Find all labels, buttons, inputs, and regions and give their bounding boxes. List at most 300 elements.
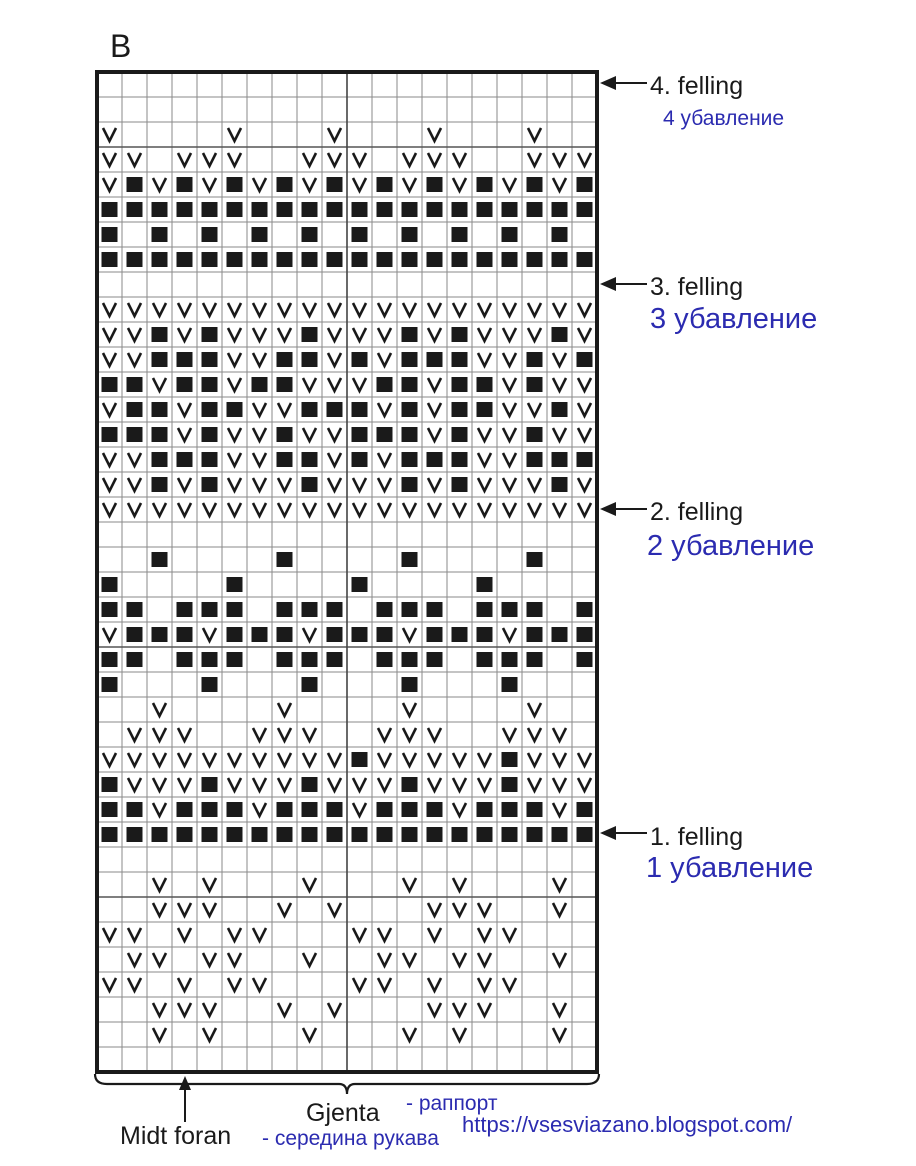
filled-square-symbol xyxy=(552,627,568,642)
filled-square-symbol xyxy=(502,252,518,267)
v-symbol xyxy=(378,778,391,791)
filled-square-symbol xyxy=(377,802,393,817)
filled-square-symbol xyxy=(477,202,493,217)
filled-square-symbol xyxy=(277,202,293,217)
filled-square-symbol xyxy=(302,777,318,792)
v-symbol xyxy=(578,328,591,341)
v-symbol xyxy=(453,1028,466,1041)
filled-square-symbol xyxy=(202,327,218,342)
v-symbol xyxy=(153,778,166,791)
v-symbol xyxy=(503,428,516,441)
v-symbol xyxy=(328,328,341,341)
v-symbol xyxy=(228,453,241,466)
filled-square-symbol xyxy=(327,202,343,217)
filled-square-symbol xyxy=(452,827,468,842)
v-symbol xyxy=(228,503,241,516)
v-symbol xyxy=(328,303,341,316)
filled-square-symbol xyxy=(302,652,318,667)
v-symbol xyxy=(403,953,416,966)
v-symbol xyxy=(428,428,441,441)
v-symbol xyxy=(478,503,491,516)
filled-square-symbol xyxy=(527,552,543,567)
filled-square-symbol xyxy=(527,602,543,617)
gjenta-label: Gjenta xyxy=(306,1099,380,1127)
v-symbol xyxy=(478,978,491,991)
v-symbol xyxy=(378,953,391,966)
v-symbol xyxy=(303,728,316,741)
filled-square-symbol xyxy=(102,227,118,242)
v-symbol xyxy=(128,503,141,516)
filled-square-symbol xyxy=(152,402,168,417)
filled-square-symbol xyxy=(552,477,568,492)
v-symbol xyxy=(578,378,591,391)
v-symbol xyxy=(428,728,441,741)
filled-square-symbol xyxy=(177,452,193,467)
v-symbol xyxy=(428,778,441,791)
filled-square-symbol xyxy=(452,202,468,217)
filled-square-symbol xyxy=(502,602,518,617)
filled-square-symbol xyxy=(552,327,568,342)
v-symbol xyxy=(528,478,541,491)
filled-square-symbol xyxy=(277,352,293,367)
v-symbol xyxy=(553,728,566,741)
filled-square-symbol xyxy=(327,652,343,667)
filled-square-symbol xyxy=(352,202,368,217)
v-symbol xyxy=(328,378,341,391)
v-symbol xyxy=(278,1003,291,1016)
v-symbol xyxy=(103,178,116,191)
filled-square-symbol xyxy=(577,802,593,817)
filled-square-symbol xyxy=(152,227,168,242)
filled-square-symbol xyxy=(477,377,493,392)
v-symbol xyxy=(228,928,241,941)
filled-square-symbol xyxy=(552,227,568,242)
v-symbol xyxy=(303,153,316,166)
v-symbol xyxy=(578,153,591,166)
v-symbol xyxy=(553,378,566,391)
v-symbol xyxy=(553,903,566,916)
filled-square-symbol xyxy=(402,827,418,842)
v-symbol xyxy=(328,778,341,791)
v-symbol xyxy=(178,978,191,991)
filled-square-symbol xyxy=(527,202,543,217)
v-symbol xyxy=(528,728,541,741)
v-symbol xyxy=(403,303,416,316)
filled-square-symbol xyxy=(277,427,293,442)
felling-1-arrow-head xyxy=(600,826,616,840)
v-symbol xyxy=(228,478,241,491)
v-symbol xyxy=(353,503,366,516)
midt-foran-label: Midt foran xyxy=(120,1122,232,1150)
v-symbol xyxy=(203,303,216,316)
filled-square-symbol xyxy=(577,627,593,642)
filled-square-symbol xyxy=(102,777,118,792)
filled-square-symbol xyxy=(177,352,193,367)
filled-square-symbol xyxy=(227,827,243,842)
filled-square-symbol xyxy=(452,227,468,242)
filled-square-symbol xyxy=(277,627,293,642)
filled-square-symbol xyxy=(427,602,443,617)
v-symbol xyxy=(353,328,366,341)
v-symbol xyxy=(478,303,491,316)
v-symbol xyxy=(103,353,116,366)
v-symbol xyxy=(303,503,316,516)
gjenta-ru-label: - раппорт xyxy=(406,1092,498,1115)
filled-square-symbol xyxy=(352,827,368,842)
filled-square-symbol xyxy=(177,652,193,667)
v-symbol xyxy=(253,778,266,791)
v-symbol xyxy=(303,428,316,441)
filled-square-symbol xyxy=(477,177,493,192)
filled-square-symbol xyxy=(277,802,293,817)
v-symbol xyxy=(178,1003,191,1016)
v-symbol xyxy=(403,153,416,166)
filled-square-symbol xyxy=(302,452,318,467)
v-symbol xyxy=(578,778,591,791)
v-symbol xyxy=(503,353,516,366)
v-symbol xyxy=(203,878,216,891)
v-symbol xyxy=(553,1028,566,1041)
v-symbol xyxy=(128,478,141,491)
filled-square-symbol xyxy=(202,677,218,692)
v-symbol xyxy=(328,453,341,466)
filled-square-symbol xyxy=(577,177,593,192)
v-symbol xyxy=(528,303,541,316)
v-symbol xyxy=(528,703,541,716)
v-symbol xyxy=(578,753,591,766)
filled-square-symbol xyxy=(152,627,168,642)
filled-square-symbol xyxy=(202,827,218,842)
v-symbol xyxy=(428,903,441,916)
v-symbol xyxy=(203,753,216,766)
v-symbol xyxy=(228,778,241,791)
filled-square-symbol xyxy=(577,452,593,467)
filled-square-symbol xyxy=(127,202,143,217)
filled-square-symbol xyxy=(352,452,368,467)
v-symbol xyxy=(253,178,266,191)
v-symbol xyxy=(178,478,191,491)
v-symbol xyxy=(228,378,241,391)
v-symbol xyxy=(178,303,191,316)
v-symbol xyxy=(553,953,566,966)
v-symbol xyxy=(453,878,466,891)
filled-square-symbol xyxy=(402,227,418,242)
v-symbol xyxy=(253,328,266,341)
v-symbol xyxy=(403,878,416,891)
v-symbol xyxy=(203,903,216,916)
v-symbol xyxy=(503,303,516,316)
filled-square-symbol xyxy=(577,827,593,842)
v-symbol xyxy=(578,428,591,441)
filled-square-symbol xyxy=(327,827,343,842)
filled-square-symbol xyxy=(452,477,468,492)
v-symbol xyxy=(553,428,566,441)
felling-3-arrow-head xyxy=(600,277,616,291)
filled-square-symbol xyxy=(127,627,143,642)
filled-square-symbol xyxy=(327,252,343,267)
filled-square-symbol xyxy=(302,602,318,617)
v-symbol xyxy=(578,478,591,491)
filled-square-symbol xyxy=(452,452,468,467)
v-symbol xyxy=(403,178,416,191)
v-symbol xyxy=(203,1003,216,1016)
v-symbol xyxy=(278,753,291,766)
v-symbol xyxy=(228,153,241,166)
filled-square-symbol xyxy=(102,602,118,617)
v-symbol xyxy=(178,403,191,416)
filled-square-symbol xyxy=(152,452,168,467)
v-symbol xyxy=(278,503,291,516)
v-symbol xyxy=(378,328,391,341)
filled-square-symbol xyxy=(177,202,193,217)
filled-square-symbol xyxy=(127,177,143,192)
v-symbol xyxy=(203,953,216,966)
v-symbol xyxy=(478,478,491,491)
v-symbol xyxy=(153,1003,166,1016)
v-symbol xyxy=(528,753,541,766)
v-symbol xyxy=(553,503,566,516)
filled-square-symbol xyxy=(477,627,493,642)
filled-square-symbol xyxy=(352,577,368,592)
v-symbol xyxy=(228,303,241,316)
filled-square-symbol xyxy=(552,252,568,267)
v-symbol xyxy=(503,178,516,191)
v-symbol xyxy=(128,778,141,791)
filled-square-symbol xyxy=(227,802,243,817)
v-symbol xyxy=(528,328,541,341)
v-symbol xyxy=(353,303,366,316)
v-symbol xyxy=(378,453,391,466)
filled-square-symbol xyxy=(227,602,243,617)
v-symbol xyxy=(503,628,516,641)
filled-square-symbol xyxy=(177,377,193,392)
filled-square-symbol xyxy=(502,227,518,242)
v-symbol xyxy=(203,503,216,516)
filled-square-symbol xyxy=(227,652,243,667)
v-symbol xyxy=(378,728,391,741)
filled-square-symbol xyxy=(227,627,243,642)
filled-square-symbol xyxy=(377,202,393,217)
v-symbol xyxy=(353,178,366,191)
v-symbol xyxy=(178,903,191,916)
v-symbol xyxy=(453,303,466,316)
filled-square-symbol xyxy=(552,452,568,467)
v-symbol xyxy=(128,953,141,966)
filled-square-symbol xyxy=(202,802,218,817)
filled-square-symbol xyxy=(152,202,168,217)
v-symbol xyxy=(478,1003,491,1016)
v-symbol xyxy=(528,128,541,141)
v-symbol xyxy=(528,503,541,516)
v-symbol xyxy=(278,403,291,416)
v-symbol xyxy=(253,478,266,491)
felling-2-ru-label: 2 убавление xyxy=(647,530,815,562)
v-symbol xyxy=(378,503,391,516)
v-symbol xyxy=(303,628,316,641)
filled-square-symbol xyxy=(527,452,543,467)
v-symbol xyxy=(428,153,441,166)
v-symbol xyxy=(278,303,291,316)
filled-square-symbol xyxy=(327,602,343,617)
v-symbol xyxy=(153,878,166,891)
filled-square-symbol xyxy=(502,802,518,817)
filled-square-symbol xyxy=(577,252,593,267)
filled-square-symbol xyxy=(202,227,218,242)
filled-square-symbol xyxy=(477,402,493,417)
filled-square-symbol xyxy=(202,652,218,667)
filled-square-symbol xyxy=(202,477,218,492)
filled-square-symbol xyxy=(177,177,193,192)
filled-square-symbol xyxy=(352,252,368,267)
filled-square-symbol xyxy=(527,652,543,667)
v-symbol xyxy=(353,803,366,816)
v-symbol xyxy=(153,903,166,916)
filled-square-symbol xyxy=(152,477,168,492)
filled-square-symbol xyxy=(177,602,193,617)
filled-square-symbol xyxy=(102,827,118,842)
filled-square-symbol xyxy=(527,802,543,817)
v-symbol xyxy=(128,353,141,366)
v-symbol xyxy=(553,153,566,166)
v-symbol xyxy=(303,303,316,316)
v-symbol xyxy=(303,878,316,891)
v-symbol xyxy=(128,328,141,341)
v-symbol xyxy=(503,403,516,416)
v-symbol xyxy=(478,428,491,441)
source-url: https://vsesviazano.blogspot.com/ xyxy=(462,1112,793,1137)
v-symbol xyxy=(228,753,241,766)
filled-square-symbol xyxy=(127,802,143,817)
v-symbol xyxy=(403,703,416,716)
filled-square-symbol xyxy=(277,602,293,617)
filled-square-symbol xyxy=(377,627,393,642)
v-symbol xyxy=(153,803,166,816)
v-symbol xyxy=(103,753,116,766)
filled-square-symbol xyxy=(402,377,418,392)
v-symbol xyxy=(278,703,291,716)
v-symbol xyxy=(578,503,591,516)
v-symbol xyxy=(153,703,166,716)
v-symbol xyxy=(478,778,491,791)
v-symbol xyxy=(528,153,541,166)
filled-square-symbol xyxy=(302,252,318,267)
filled-square-symbol xyxy=(527,377,543,392)
filled-square-symbol xyxy=(377,427,393,442)
felling-3-ru-label: 3 убавление xyxy=(650,303,818,335)
filled-square-symbol xyxy=(152,427,168,442)
v-symbol xyxy=(553,353,566,366)
v-symbol xyxy=(378,478,391,491)
filled-square-symbol xyxy=(352,352,368,367)
v-symbol xyxy=(453,1003,466,1016)
v-symbol xyxy=(503,378,516,391)
felling-4-label: 4. felling xyxy=(650,72,744,100)
filled-square-symbol xyxy=(477,802,493,817)
v-symbol xyxy=(128,303,141,316)
v-symbol xyxy=(478,928,491,941)
filled-square-symbol xyxy=(402,402,418,417)
v-symbol xyxy=(553,178,566,191)
filled-square-symbol xyxy=(527,252,543,267)
v-symbol xyxy=(428,978,441,991)
filled-square-symbol xyxy=(202,602,218,617)
filled-square-symbol xyxy=(452,402,468,417)
filled-square-symbol xyxy=(127,252,143,267)
v-symbol xyxy=(553,803,566,816)
filled-square-symbol xyxy=(402,602,418,617)
filled-square-symbol xyxy=(302,402,318,417)
v-symbol xyxy=(578,403,591,416)
v-symbol xyxy=(228,353,241,366)
filled-square-symbol xyxy=(452,627,468,642)
filled-square-symbol xyxy=(202,377,218,392)
filled-square-symbol xyxy=(102,677,118,692)
v-symbol xyxy=(478,953,491,966)
filled-square-symbol xyxy=(202,352,218,367)
v-symbol xyxy=(103,153,116,166)
filled-square-symbol xyxy=(502,827,518,842)
filled-square-symbol xyxy=(102,427,118,442)
v-symbol xyxy=(278,778,291,791)
filled-square-symbol xyxy=(127,402,143,417)
filled-square-symbol xyxy=(102,252,118,267)
filled-square-symbol xyxy=(277,252,293,267)
v-symbol xyxy=(328,128,341,141)
v-symbol xyxy=(328,503,341,516)
v-symbol xyxy=(403,728,416,741)
v-symbol xyxy=(528,778,541,791)
v-symbol xyxy=(328,478,341,491)
v-symbol xyxy=(303,953,316,966)
v-symbol xyxy=(478,453,491,466)
filled-square-symbol xyxy=(352,752,368,767)
filled-square-symbol xyxy=(177,827,193,842)
filled-square-symbol xyxy=(277,177,293,192)
filled-square-symbol xyxy=(377,177,393,192)
filled-square-symbol xyxy=(427,652,443,667)
v-symbol xyxy=(153,303,166,316)
v-symbol xyxy=(128,153,141,166)
felling-2-arrow-head xyxy=(600,502,616,516)
v-symbol xyxy=(253,428,266,441)
filled-square-symbol xyxy=(252,227,268,242)
filled-square-symbol xyxy=(327,802,343,817)
filled-square-symbol xyxy=(252,827,268,842)
v-symbol xyxy=(428,478,441,491)
v-symbol xyxy=(403,503,416,516)
diagram-title: B xyxy=(110,28,132,64)
filled-square-symbol xyxy=(252,377,268,392)
v-symbol xyxy=(503,728,516,741)
filled-square-symbol xyxy=(402,552,418,567)
filled-square-symbol xyxy=(577,652,593,667)
repeat-brace xyxy=(95,1074,599,1094)
v-symbol xyxy=(203,1028,216,1041)
v-symbol xyxy=(178,753,191,766)
v-symbol xyxy=(453,778,466,791)
filled-square-symbol xyxy=(252,202,268,217)
felling-2-label: 2. felling xyxy=(650,498,744,526)
v-symbol xyxy=(253,803,266,816)
filled-square-symbol xyxy=(427,827,443,842)
v-symbol xyxy=(553,753,566,766)
filled-square-symbol xyxy=(352,227,368,242)
v-symbol xyxy=(228,953,241,966)
filled-square-symbol xyxy=(302,802,318,817)
v-symbol xyxy=(103,403,116,416)
v-symbol xyxy=(178,428,191,441)
v-symbol xyxy=(178,328,191,341)
